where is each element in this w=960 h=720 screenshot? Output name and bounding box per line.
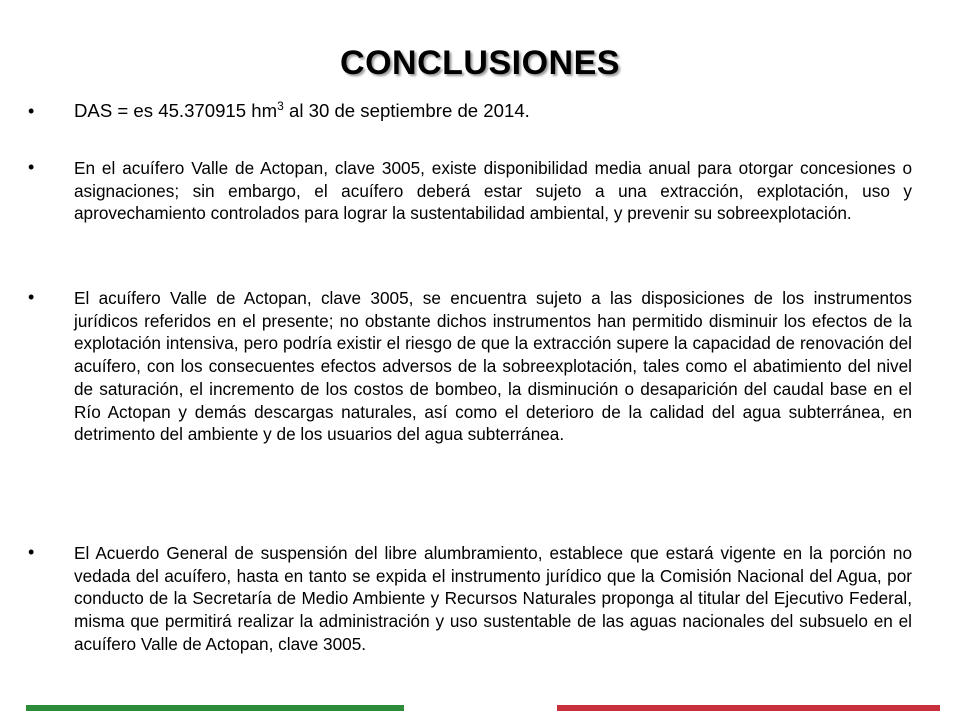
bullet-text: El acuífero Valle de Actopan, clave 3005, se encuentra sujeto a las disposiciones de los instrumentos jurídicos referidos en el presente; no obstante dichos instrumentos han permitido disminuir los efectos de la explotación intensiva, pero podría existir el riesgo de que la extracción supere la capacidad de renovación del acuífero, con los consecuentes efectos adversos de la sobreexplotación, tales como el abatimiento del nivel de saturación, el incremento de los costos de bombeo, la disminución o desaparición del caudal base en el Río Actopan y demás descargas naturales, así como el deterioro de la calidad del agua subterránea, en detrimento del ambiente y de los usuarios del agua subterránea. (74, 288, 912, 445)
bullet-marker: • (28, 157, 35, 177)
bullet-marker: • (28, 287, 35, 307)
bullet-text (74, 99, 912, 123)
bullet-marker: • (28, 542, 35, 562)
bullet-disponibilidad (28, 157, 912, 225)
bullet-disposiciones (28, 287, 912, 446)
bullet-text: En el acuífero Valle de Actopan, clave 3005, existe disponibilidad media anual para otorgar concesiones o asignaciones; sin embargo, el acuífero deberá estar sujeto a una extracción, explotación, uso y aprovechamiento controlados para lograr la sustentabilidad ambiental, y prevenir su sobreexplotación. (74, 158, 912, 224)
bullet-text: El Acuerdo General de suspensión del libre alumbramiento, establece que estará vigente en la porción no vedada del acuífero, hasta en tanto se expida el instrumento jurídico que la Comisión Nacional del Agua, por conducto de la Secretaría de Medio Ambiente y Recursos Naturales proponga al titular del Ejecutivo Federal, misma que permitirá realizar la administración y uso sustentable de las aguas nacionales del subsuelo en el acuífero Valle de Actopan, clave 3005. (74, 543, 912, 654)
footer-stripe-red (557, 705, 940, 711)
bullet-acuerdo (28, 542, 912, 656)
das-suffix: al 30 de septiembre de 2014. (283, 100, 530, 121)
bullet-das (28, 99, 912, 123)
das-prefix: DAS = es 45.370915 hm (74, 100, 278, 121)
footer-stripe-green (26, 705, 404, 711)
das-superscript: 3 (277, 98, 284, 113)
bullet-marker: • (28, 101, 35, 121)
page-title: CONCLUSIONES (340, 44, 620, 82)
